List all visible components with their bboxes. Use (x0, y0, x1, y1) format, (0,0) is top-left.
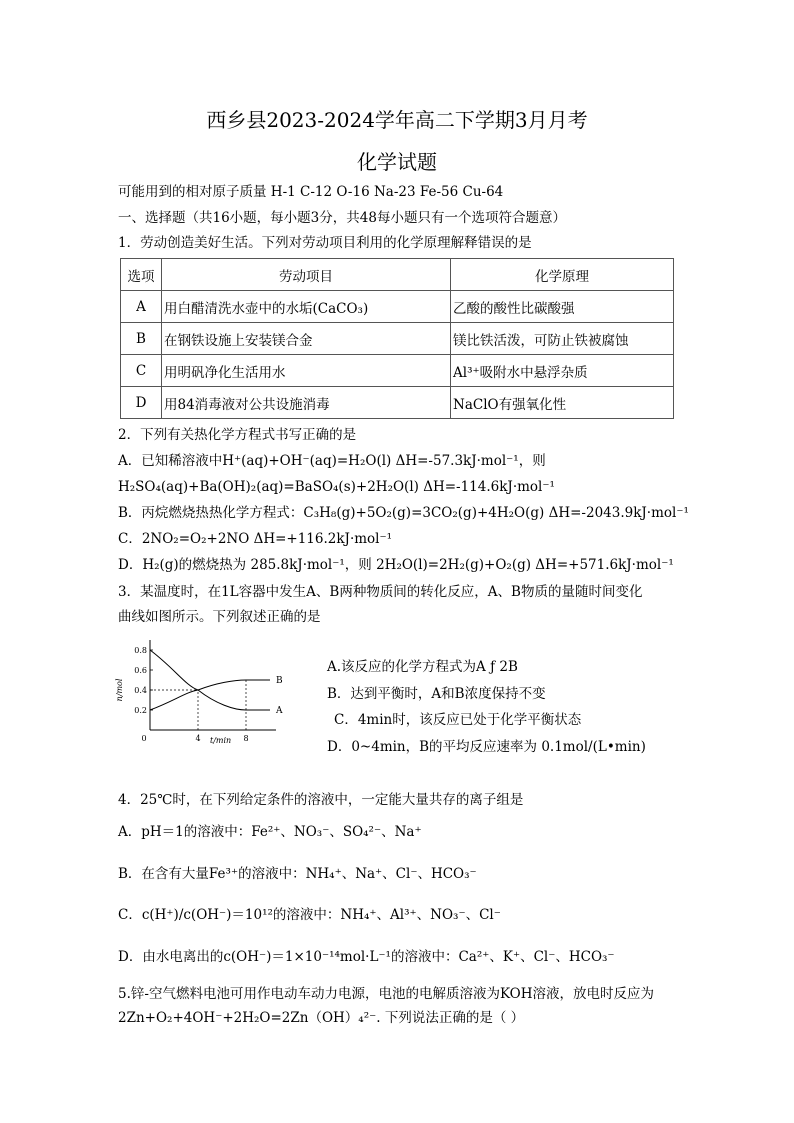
option-cell: C (121, 355, 162, 387)
q2-option-d: D．H₂(g)的燃烧热为 285.8kJ·mol⁻¹，则 2H₂O(l)=2H₂(g)+O₂(g) ΔH=+571.6kJ·mol⁻¹ (118, 557, 674, 573)
series-line-B (150, 680, 270, 710)
item-cell: 用明矾净化生活用水 (162, 355, 451, 387)
option-cell: D (121, 387, 162, 419)
section-heading: 一、选择题（共16小题，每小题3分，共48每小题只有一个选项符合题意） (118, 210, 566, 226)
principle-cell: NaClO有强氧化性 (451, 387, 674, 419)
table-header-cell: 选项 (121, 259, 162, 291)
page-subtitle: 化学试题 (357, 150, 437, 174)
table-row (121, 291, 674, 323)
y-axis-label: n/mol (115, 678, 124, 702)
series-label-A: A (276, 706, 283, 716)
item-cell: 在钢铁设施上安装镁合金 (162, 323, 451, 355)
q3-chart (112, 640, 292, 750)
table-row (121, 355, 674, 387)
y-tick-label: 0.4 (134, 686, 147, 695)
x-axis-label: t/min (210, 736, 232, 745)
q1-table (120, 258, 674, 419)
table-row (121, 387, 674, 419)
page-title: 西乡县2023-2024学年高二下学期3月月考 (206, 108, 588, 132)
q3-option-d: D．0~4min，B的平均反应速率为 0.1mol/(L•min) (327, 739, 646, 755)
q2-option-a-cont: H₂SO₄(aq)+Ba(OH)₂(aq)=BaSO₄(s)+2H₂O(l) ΔH=-114.6kJ·mol⁻¹ (118, 479, 555, 495)
x-tick-label: 0 (141, 734, 147, 743)
q2-option-b: B．丙烷燃烧热热化学方程式：C₃H₈(g)+5O₂(g)=3CO₂(g)+4H₂O(g) ΔH=-2043.9kJ·mol⁻¹ (118, 505, 689, 521)
y-tick-label: 0.6 (134, 666, 147, 675)
q3-stem: 3．某温度时，在1L容器中发生A、B两种物质间的转化反应，A、B物质的量随时间变化 (118, 584, 643, 600)
table-header-cell: 劳动项目 (162, 259, 451, 291)
principle-cell: Al³⁺吸附水中悬浮杂质 (451, 355, 674, 387)
option-cell: A (121, 291, 162, 323)
q2-option-c: C．2NO₂=O₂+2NO ΔH=+116.2kJ·mol⁻¹ (118, 531, 393, 547)
q3-option-c: C．4min时，该反应已处于化学平衡状态 (334, 712, 582, 728)
y-tick-label: 0.2 (134, 706, 147, 715)
item-cell: 用白醋清洗水壶中的水垢(CaCO₃) (162, 291, 451, 323)
principle-cell: 乙酸的酸性比碳酸强 (451, 291, 674, 323)
principle-cell: 镁比铁活泼，可防止铁被腐蚀 (451, 323, 674, 355)
q3-option-a: A.该反应的化学方程式为A ƒ 2B (327, 659, 518, 675)
x-tick-label: 8 (243, 734, 249, 743)
option-cell: B (121, 323, 162, 355)
q4-option-c: C．c(H⁺)/c(OH⁻)＝10¹²的溶液中：NH₄⁺、Al³⁺、NO₃⁻、Cl⁻ (118, 907, 501, 923)
q3-option-b: B．达到平衡时，A和B浓度保持不变 (327, 686, 546, 702)
q4-option-d: D．由水电离出的c(OH⁻)＝1×10⁻¹⁴mol·L⁻¹的溶液中：Ca²⁺、K⁺、Cl⁻、HCO₃⁻ (118, 949, 615, 965)
table-header-cell: 化学原理 (451, 259, 674, 291)
q1-stem: 1．劳动创造美好生活。下列对劳动项目利用的化学原理解释错误的是 (118, 235, 532, 251)
series-label-B: B (276, 676, 283, 686)
atomic-mass-line: 可能用到的相对原子质量 H-1 C-12 O-16 Na-23 Fe-56 Cu-64 (118, 184, 504, 200)
q3-stem-cont: 曲线如图所示。下列叙述正确的是 (118, 609, 321, 625)
q5-stem-cont: 2Zn+O₂+4OH⁻+2H₂O=2Zn（OH）₄²⁻. 下列说法正确的是（ ） (118, 1010, 525, 1026)
x-tick-label: 4 (195, 734, 201, 743)
q2-stem: 2．下列有关热化学方程式书写正确的是 (118, 427, 357, 443)
item-cell: 用84消毒液对公共设施消毒 (162, 387, 451, 419)
y-tick-label: 0.8 (134, 646, 147, 655)
table-header-row (121, 259, 674, 291)
q4-stem: 4．25℃时，在下列给定条件的溶液中，一定能大量共存的离子组是 (118, 792, 524, 808)
table-row (121, 323, 674, 355)
q5-stem: 5.锌-空气燃料电池可用作电动车动力电源，电池的电解质溶液为KOH溶液，放电时反应为 (118, 986, 655, 1002)
q4-option-b: B．在含有大量Fe³⁺的溶液中：NH₄⁺、Na⁺、Cl⁻、HCO₃⁻ (118, 866, 477, 882)
q2-option-a: A．已知稀溶液中H⁺(aq)+OH⁻(aq)=H₂O(l) ΔH=-57.3kJ·mol⁻¹，则 (118, 453, 546, 469)
q4-option-a: A．pH＝1的溶液中：Fe²⁺、NO₃⁻、SO₄²⁻、Na⁺ (118, 824, 422, 840)
